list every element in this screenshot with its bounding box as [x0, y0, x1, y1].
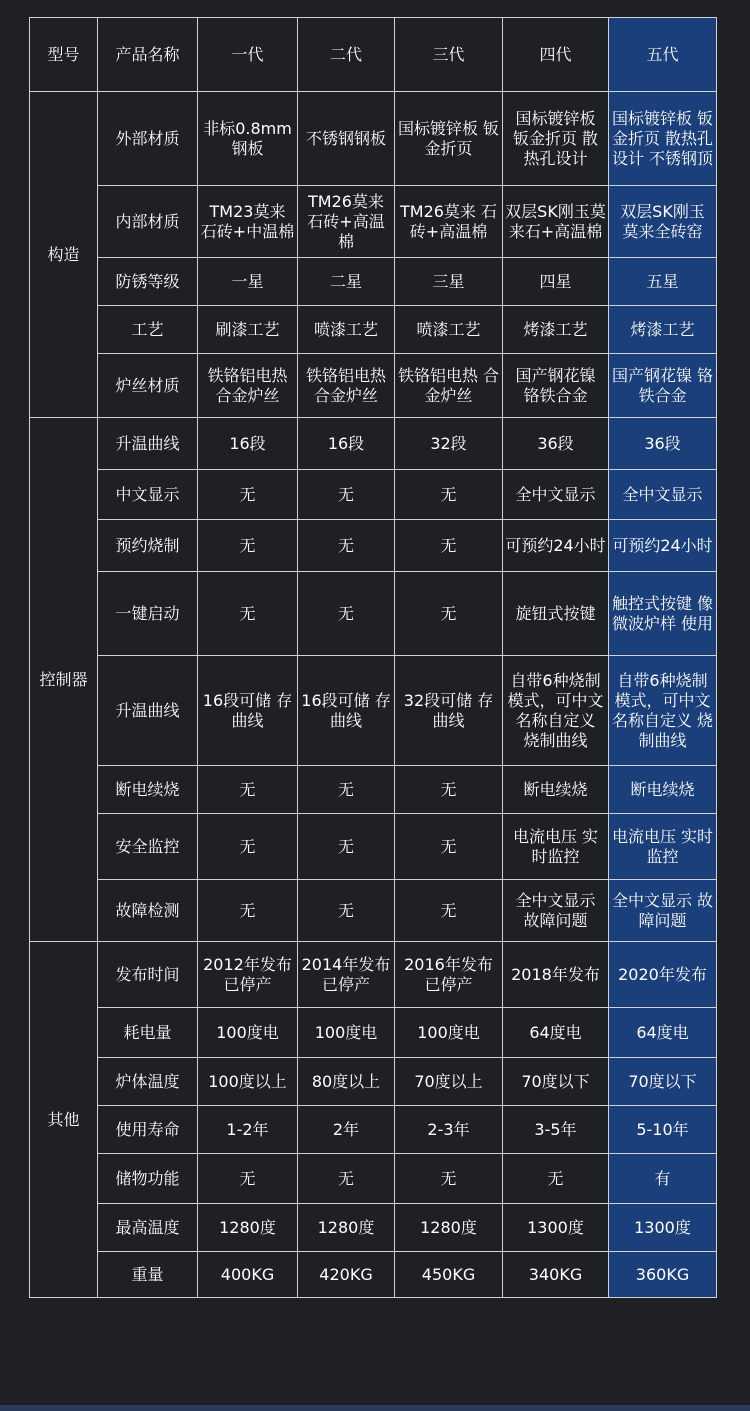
value-cell-gen-3: 无 — [395, 572, 503, 656]
value-cell-gen-3: 1280度 — [395, 1204, 503, 1252]
group-label: 构造 — [30, 92, 98, 418]
value-cell-gen-2: 无 — [298, 470, 395, 520]
value-cell-gen-2: TM26莫来 石砖+高温棉 — [298, 186, 395, 258]
table-row — [30, 418, 717, 470]
value-cell-gen-1: 无 — [198, 814, 298, 880]
attribute-label: 安全监控 — [98, 814, 198, 880]
attribute-label: 升温曲线 — [98, 418, 198, 470]
attribute-label: 预约烧制 — [98, 520, 198, 572]
header-gen-4: 四代 — [503, 18, 609, 92]
value-cell-gen-5: 烤漆工艺 — [609, 306, 717, 354]
value-cell-gen-4: 国标镀锌板 钣金折页 散热孔设计 — [503, 92, 609, 186]
table-row — [30, 354, 717, 418]
value-cell-gen-5: 360KG — [609, 1252, 717, 1298]
group-label: 控制器 — [30, 418, 98, 942]
attribute-label: 断电续烧 — [98, 766, 198, 814]
value-cell-gen-3: 铁铬铝电热 合金炉丝 — [395, 354, 503, 418]
value-cell-gen-5: 双层SK刚玉 莫来全砖窑 — [609, 186, 717, 258]
value-cell-gen-4: 1300度 — [503, 1204, 609, 1252]
table-row — [30, 1252, 717, 1298]
value-cell-gen-4: 自带6种烧制 模式，可中文 名称自定义 烧制曲线 — [503, 656, 609, 766]
value-cell-gen-1: 1280度 — [198, 1204, 298, 1252]
value-cell-gen-3: 三星 — [395, 258, 503, 306]
value-cell-gen-5: 国产钢花镍 铬铁合金 — [609, 354, 717, 418]
header-row — [30, 18, 717, 92]
attribute-label: 耗电量 — [98, 1008, 198, 1058]
value-cell-gen-2: 1280度 — [298, 1204, 395, 1252]
table-row — [30, 92, 717, 186]
attribute-label: 一键启动 — [98, 572, 198, 656]
value-cell-gen-5: 64度电 — [609, 1008, 717, 1058]
value-cell-gen-5: 断电续烧 — [609, 766, 717, 814]
value-cell-gen-4: 断电续烧 — [503, 766, 609, 814]
value-cell-gen-5: 国标镀锌板 钣金折页 散热孔设计 不锈钢顶 — [609, 92, 717, 186]
table-row — [30, 880, 717, 942]
value-cell-gen-3: 喷漆工艺 — [395, 306, 503, 354]
value-cell-gen-4: 2018年发布 — [503, 942, 609, 1008]
table-row — [30, 1204, 717, 1252]
generation-comparison-table — [29, 17, 717, 1298]
value-cell-gen-4: 3-5年 — [503, 1106, 609, 1154]
value-cell-gen-1: TM23莫来 石砖+中温棉 — [198, 186, 298, 258]
header-model: 型号 — [30, 18, 98, 92]
value-cell-gen-2: 80度以上 — [298, 1058, 395, 1106]
value-cell-gen-4: 无 — [503, 1154, 609, 1204]
value-cell-gen-2: 不锈钢钢板 — [298, 92, 395, 186]
table-row — [30, 186, 717, 258]
attribute-label: 发布时间 — [98, 942, 198, 1008]
value-cell-gen-1: 无 — [198, 572, 298, 656]
value-cell-gen-4: 全中文显示 故障问题 — [503, 880, 609, 942]
attribute-label: 外部材质 — [98, 92, 198, 186]
header-gen-3: 三代 — [395, 18, 503, 92]
value-cell-gen-2: 无 — [298, 880, 395, 942]
value-cell-gen-2: 无 — [298, 520, 395, 572]
value-cell-gen-5: 五星 — [609, 258, 717, 306]
value-cell-gen-4: 36段 — [503, 418, 609, 470]
value-cell-gen-4: 可预约24小时 — [503, 520, 609, 572]
value-cell-gen-5: 电流电压 实时监控 — [609, 814, 717, 880]
value-cell-gen-5: 全中文显示 — [609, 470, 717, 520]
attribute-label: 防锈等级 — [98, 258, 198, 306]
value-cell-gen-2: 420KG — [298, 1252, 395, 1298]
value-cell-gen-5: 2020年发布 — [609, 942, 717, 1008]
table-row — [30, 572, 717, 656]
attribute-label: 使用寿命 — [98, 1106, 198, 1154]
table-body — [30, 18, 717, 1298]
value-cell-gen-3: TM26莫来 石砖+高温棉 — [395, 186, 503, 258]
value-cell-gen-1: 2012年发布 已停产 — [198, 942, 298, 1008]
value-cell-gen-4: 电流电压 实时监控 — [503, 814, 609, 880]
attribute-label: 重量 — [98, 1252, 198, 1298]
value-cell-gen-5: 36段 — [609, 418, 717, 470]
value-cell-gen-3: 无 — [395, 880, 503, 942]
value-cell-gen-4: 双层SK刚玉莫 来石+高温棉 — [503, 186, 609, 258]
value-cell-gen-1: 无 — [198, 880, 298, 942]
value-cell-gen-4: 全中文显示 — [503, 470, 609, 520]
value-cell-gen-1: 1-2年 — [198, 1106, 298, 1154]
value-cell-gen-3: 32段 — [395, 418, 503, 470]
value-cell-gen-2: 100度电 — [298, 1008, 395, 1058]
header-product: 产品名称 — [98, 18, 198, 92]
value-cell-gen-5: 触控式按键 像微波炉样 使用 — [609, 572, 717, 656]
value-cell-gen-1: 16段可储 存曲线 — [198, 656, 298, 766]
value-cell-gen-3: 无 — [395, 814, 503, 880]
value-cell-gen-2: 二星 — [298, 258, 395, 306]
header-gen-2: 二代 — [298, 18, 395, 92]
value-cell-gen-1: 铁铬铝电热 合金炉丝 — [198, 354, 298, 418]
attribute-label: 炉丝材质 — [98, 354, 198, 418]
table-row — [30, 656, 717, 766]
table-row — [30, 1058, 717, 1106]
table-row — [30, 942, 717, 1008]
table-row — [30, 1008, 717, 1058]
value-cell-gen-1: 刷漆工艺 — [198, 306, 298, 354]
value-cell-gen-5: 70度以下 — [609, 1058, 717, 1106]
value-cell-gen-3: 2-3年 — [395, 1106, 503, 1154]
value-cell-gen-5: 自带6种烧制 模式，可中文 名称自定义 烧制曲线 — [609, 656, 717, 766]
value-cell-gen-3: 无 — [395, 1154, 503, 1204]
value-cell-gen-1: 无 — [198, 1154, 298, 1204]
value-cell-gen-1: 400KG — [198, 1252, 298, 1298]
value-cell-gen-3: 2016年发布 已停产 — [395, 942, 503, 1008]
bottom-strip — [0, 1405, 750, 1411]
header-gen-1: 一代 — [198, 18, 298, 92]
value-cell-gen-2: 无 — [298, 766, 395, 814]
table-row — [30, 1106, 717, 1154]
value-cell-gen-4: 64度电 — [503, 1008, 609, 1058]
value-cell-gen-1: 无 — [198, 766, 298, 814]
value-cell-gen-3: 无 — [395, 766, 503, 814]
header-gen-5: 五代 — [609, 18, 717, 92]
attribute-label: 储物功能 — [98, 1154, 198, 1204]
value-cell-gen-2: 无 — [298, 572, 395, 656]
value-cell-gen-1: 16段 — [198, 418, 298, 470]
value-cell-gen-2: 2年 — [298, 1106, 395, 1154]
value-cell-gen-3: 70度以上 — [395, 1058, 503, 1106]
value-cell-gen-2: 无 — [298, 1154, 395, 1204]
attribute-label: 炉体温度 — [98, 1058, 198, 1106]
value-cell-gen-3: 无 — [395, 520, 503, 572]
value-cell-gen-2: 2014年发布 已停产 — [298, 942, 395, 1008]
value-cell-gen-2: 16段可储 存曲线 — [298, 656, 395, 766]
value-cell-gen-1: 无 — [198, 470, 298, 520]
attribute-label: 工艺 — [98, 306, 198, 354]
value-cell-gen-5: 可预约24小时 — [609, 520, 717, 572]
value-cell-gen-2: 无 — [298, 814, 395, 880]
table-row — [30, 258, 717, 306]
value-cell-gen-5: 有 — [609, 1154, 717, 1204]
table-row — [30, 814, 717, 880]
table-row — [30, 306, 717, 354]
value-cell-gen-3: 无 — [395, 470, 503, 520]
table-row — [30, 1154, 717, 1204]
table-row — [30, 766, 717, 814]
value-cell-gen-4: 旋钮式按键 — [503, 572, 609, 656]
table-row — [30, 520, 717, 572]
attribute-label: 内部材质 — [98, 186, 198, 258]
value-cell-gen-1: 100度电 — [198, 1008, 298, 1058]
value-cell-gen-5: 1300度 — [609, 1204, 717, 1252]
value-cell-gen-3: 国标镀锌板 钣金折页 — [395, 92, 503, 186]
value-cell-gen-2: 铁铬铝电热 合金炉丝 — [298, 354, 395, 418]
value-cell-gen-4: 国产钢花镍 铬铁合金 — [503, 354, 609, 418]
value-cell-gen-4: 70度以下 — [503, 1058, 609, 1106]
attribute-label: 中文显示 — [98, 470, 198, 520]
value-cell-gen-1: 100度以上 — [198, 1058, 298, 1106]
value-cell-gen-2: 喷漆工艺 — [298, 306, 395, 354]
group-label: 其他 — [30, 942, 98, 1298]
value-cell-gen-4: 340KG — [503, 1252, 609, 1298]
value-cell-gen-2: 16段 — [298, 418, 395, 470]
attribute-label: 升温曲线 — [98, 656, 198, 766]
value-cell-gen-5: 5-10年 — [609, 1106, 717, 1154]
value-cell-gen-4: 烤漆工艺 — [503, 306, 609, 354]
value-cell-gen-1: 无 — [198, 520, 298, 572]
attribute-label: 故障检测 — [98, 880, 198, 942]
value-cell-gen-1: 一星 — [198, 258, 298, 306]
value-cell-gen-3: 450KG — [395, 1252, 503, 1298]
value-cell-gen-4: 四星 — [503, 258, 609, 306]
attribute-label: 最高温度 — [98, 1204, 198, 1252]
value-cell-gen-1: 非标0.8mm 钢板 — [198, 92, 298, 186]
value-cell-gen-3: 32段可储 存曲线 — [395, 656, 503, 766]
value-cell-gen-3: 100度电 — [395, 1008, 503, 1058]
value-cell-gen-5: 全中文显示 故障问题 — [609, 880, 717, 942]
table-row — [30, 470, 717, 520]
